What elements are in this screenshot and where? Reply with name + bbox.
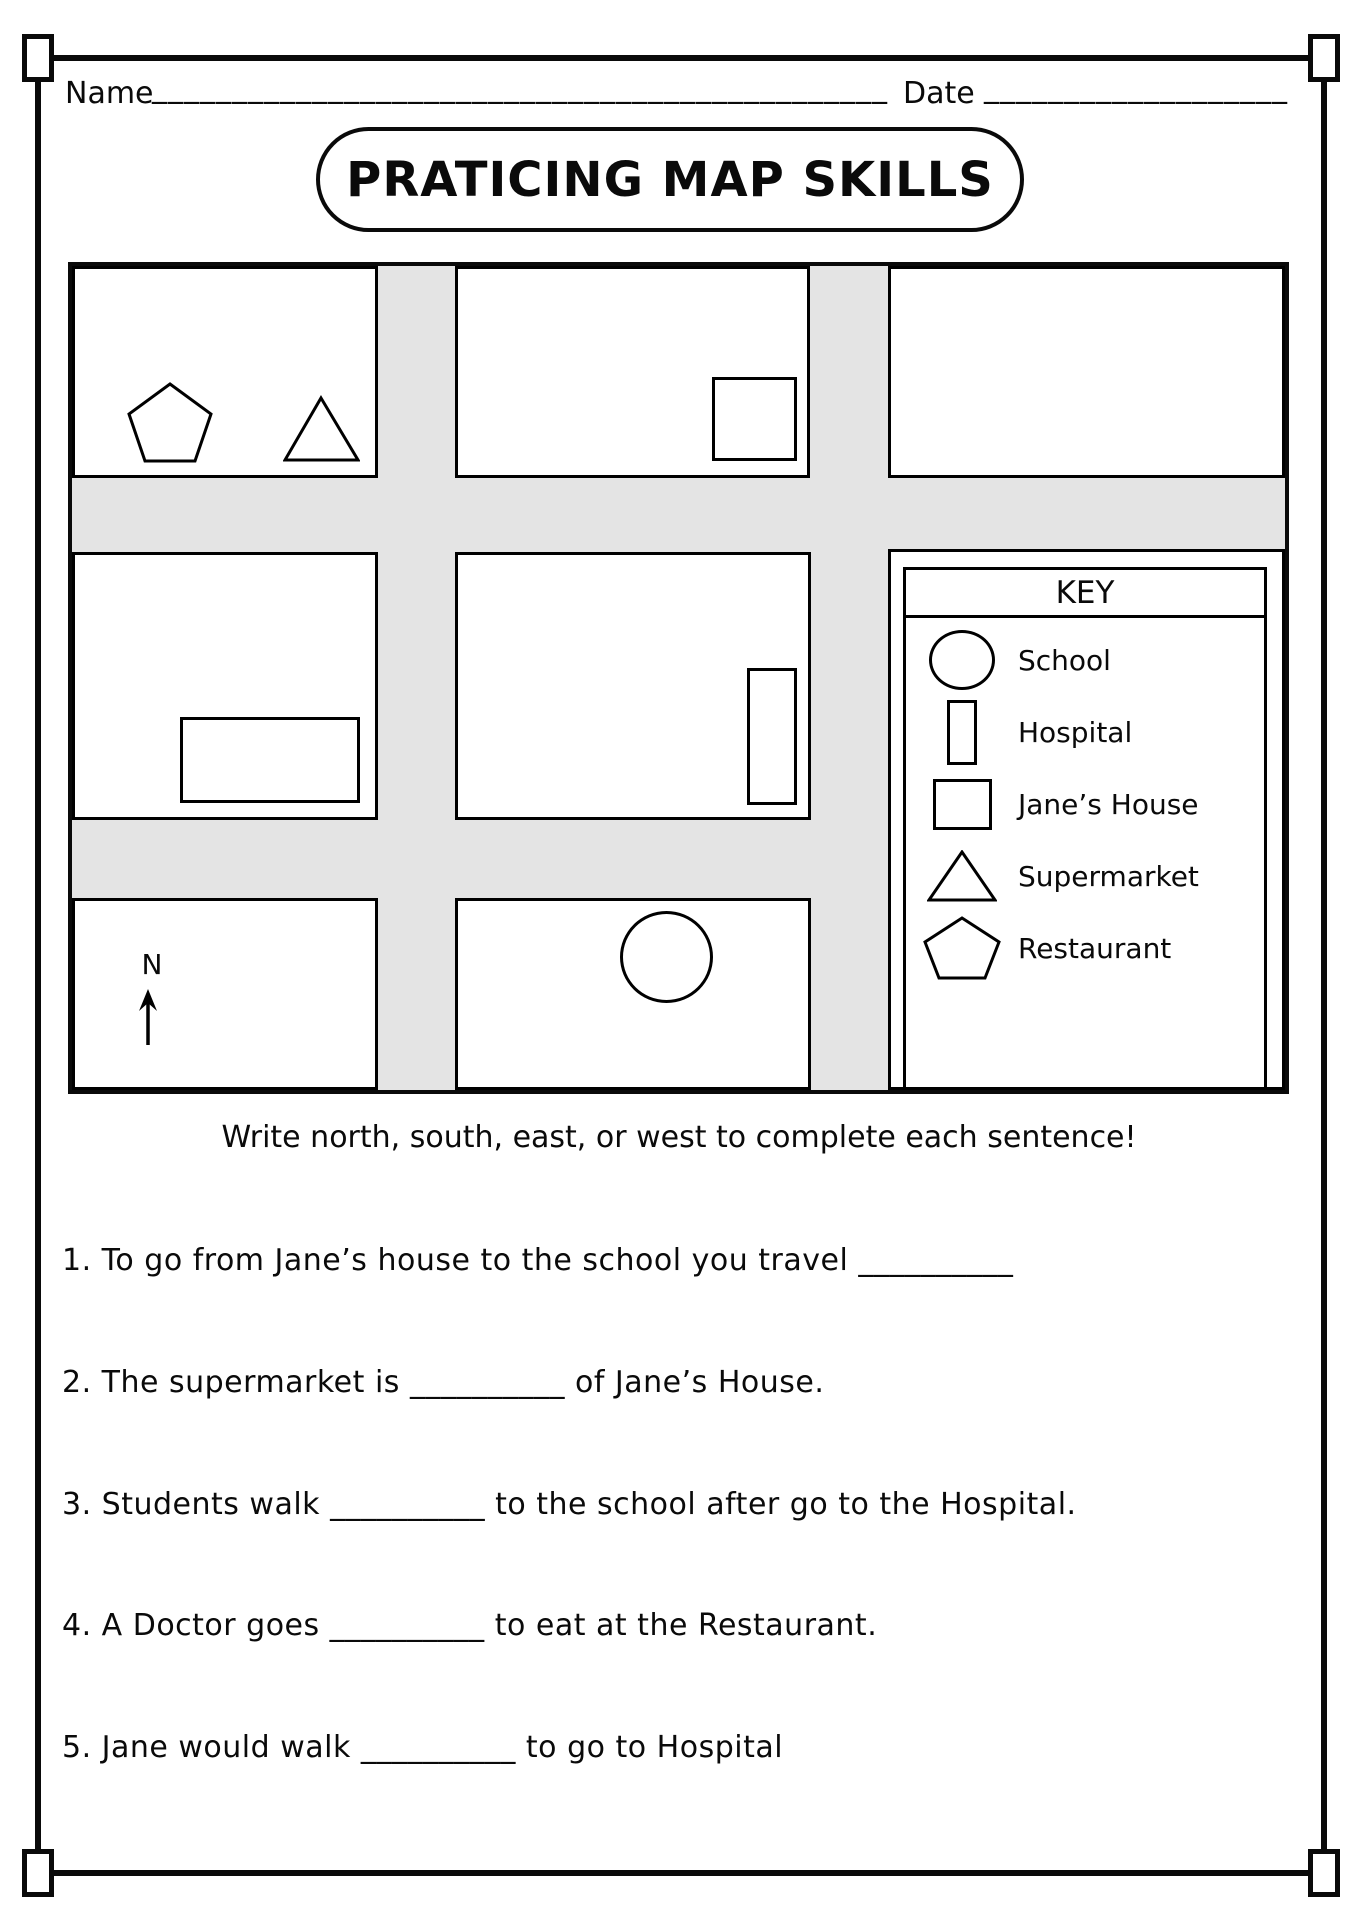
- name-blank-line: ______________________________________________: [152, 70, 888, 105]
- janes-house-square-icon: [906, 779, 1018, 830]
- date-label: Date: [903, 76, 975, 111]
- building-rectangle-shape: [180, 717, 360, 803]
- question-1: 1. To go from Jane’s house to the school you travel __________: [62, 1243, 1014, 1278]
- question-4: 4. A Doctor goes __________ to eat at the Restaurant.: [62, 1608, 878, 1643]
- compass-north-label: N: [141, 948, 163, 981]
- name-label: Name: [65, 76, 154, 111]
- date-blank-line: ___________________: [984, 70, 1288, 105]
- corner-mark: [22, 34, 54, 82]
- supermarket-triangle-shape: [283, 395, 360, 462]
- instruction-text: Write north, south, east, or west to complete each sentence!: [221, 1120, 1137, 1155]
- key-item-restaurant: Restaurant: [906, 912, 1264, 984]
- city-block-southwest: [72, 898, 378, 1090]
- question-5: 5. Jane would walk __________ to go to Hospital: [62, 1730, 784, 1765]
- city-map: [68, 262, 1289, 1094]
- corner-mark: [1308, 1849, 1340, 1897]
- corner-mark: [22, 1849, 54, 1897]
- title-banner: [316, 127, 1024, 232]
- hospital-rectangle-icon: [906, 700, 1018, 765]
- page-title: PRATICING MAP SKILLS: [346, 151, 994, 208]
- compass-north: [132, 948, 172, 981]
- hospital-rectangle-shape: [747, 668, 797, 805]
- key-header: [906, 570, 1264, 618]
- city-block-northeast: [888, 266, 1285, 478]
- key-item-janes-house: Jane’s House: [906, 768, 1264, 840]
- key-items: [906, 618, 1264, 984]
- supermarket-triangle-icon: [906, 850, 1018, 902]
- question-2: 2. The supermarket is __________ of Jane’s House.: [62, 1365, 825, 1400]
- restaurant-pentagon-icon: [906, 916, 1018, 980]
- corner-mark: [1308, 34, 1340, 82]
- restaurant-pentagon-shape: [127, 382, 213, 463]
- key-item-supermarket: Supermarket: [906, 840, 1264, 912]
- key-item-school: School: [906, 624, 1264, 696]
- janes-house-square-shape: [712, 377, 797, 461]
- map-key: [903, 567, 1267, 1090]
- key-item-hospital: Hospital: [906, 696, 1264, 768]
- school-circle-shape: [620, 911, 713, 1003]
- name-date-row: [0, 70, 1358, 120]
- north-arrow-icon: [136, 988, 160, 1048]
- question-3: 3. Students walk __________ to the school after go to the Hospital.: [62, 1487, 1077, 1522]
- school-circle-icon: [906, 630, 1018, 690]
- key-title: KEY: [1055, 574, 1115, 611]
